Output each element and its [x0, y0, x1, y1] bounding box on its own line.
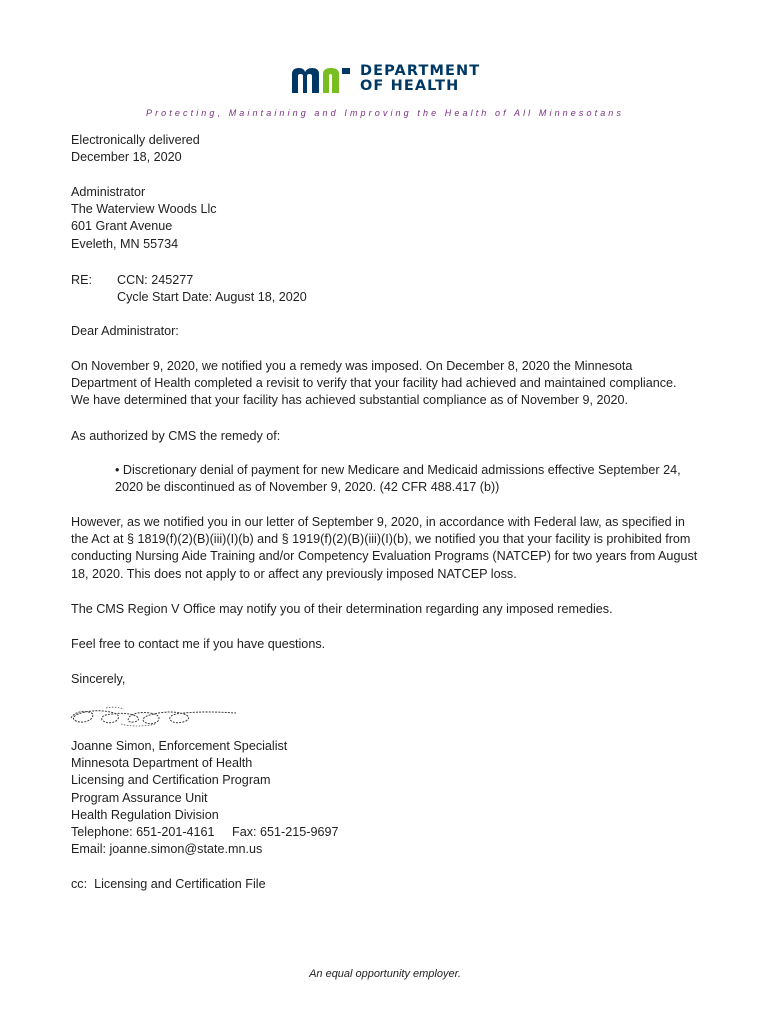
- recipient-line: 601 Grant Avenue: [71, 219, 173, 234]
- paragraph-natcep: [71, 514, 701, 583]
- paragraph-contact: Feel free to contact me if you have questions.: [71, 637, 326, 651]
- recipient-line: The Waterview Woods Llc: [71, 202, 217, 217]
- mn-logo-icon: [290, 64, 352, 94]
- signer-email: Email: joanne.simon@state.mn.us: [71, 842, 263, 857]
- paragraph-authorized: As authorized by CMS the remedy of:: [71, 429, 281, 443]
- paragraph-remedy-notice: [71, 358, 701, 410]
- paragraph-line: On November 9, 2020, we notified you a remedy was imposed. On December 8, 2020 the Minnesota: [71, 359, 633, 373]
- signer-unit: Program Assurance Unit: [71, 790, 208, 805]
- paragraph-line: We have determined that your facility has achieved substantial compliance as of November 9, 2020.: [71, 393, 628, 408]
- footer-equal-opportunity: An equal opportunity employer.: [309, 968, 461, 980]
- signer-program: Licensing and Certification Program: [71, 773, 271, 788]
- signer-division: Health Regulation Division: [71, 807, 219, 822]
- logo-text-department: DEPARTMENT: [360, 63, 481, 79]
- paragraph-line: the Act at § 1819(f)(2)(B)(iii)(I)(b) and § 1919(f)(2)(B)(iii)(I)(b), we notified you that your facility is prohibited from: [71, 532, 691, 547]
- delivery-block: [71, 132, 200, 166]
- tagline: Protecting, Maintaining and Improving the Health of All Minnesotans: [145, 108, 625, 118]
- re-lines: [117, 272, 307, 306]
- closing: Sincerely,: [71, 672, 126, 686]
- paragraph-line: conducting Nursing Aide Training and/or Competency Evaluation Programs (NATCEP) for two years from August: [71, 549, 698, 564]
- re-label: RE:: [71, 273, 92, 287]
- bullet-line: 2020 be discontinued as of November 9, 2020. (42 CFR 488.417 (b)): [115, 480, 500, 495]
- re-cycle-date: Cycle Start Date: August 18, 2020: [117, 290, 307, 305]
- handwritten-signature: [66, 702, 246, 737]
- re-ccn: CCN: 245277: [117, 273, 194, 287]
- recipient-address: [71, 184, 217, 253]
- remedy-bullet: [115, 462, 705, 496]
- mdh-logo: [290, 62, 480, 96]
- cc-line: cc: Licensing and Certification File: [71, 877, 266, 891]
- paragraph-line: 18, 2020. This does not apply to or affect any previously imposed NATCEP loss.: [71, 566, 517, 581]
- salutation: Dear Administrator:: [71, 324, 179, 338]
- letter-date: December 18, 2020: [71, 150, 182, 165]
- recipient-line: Eveleth, MN 55734: [71, 236, 179, 251]
- paragraph-line: Department of Health completed a revisit to verify that your facility had achieved and maintained compliance.: [71, 376, 677, 391]
- logo-text-of-health: OF HEALTH: [360, 78, 460, 94]
- paragraph-line: However, as we notified you in our letter of September 9, 2020, in accordance with Federal law, as specified in: [71, 515, 685, 529]
- recipient-line: Administrator: [71, 185, 146, 199]
- paragraph-cms-region: The CMS Region V Office may notify you of their determination regarding any imposed remedies.: [71, 602, 613, 616]
- bullet-line: • Discretionary denial of payment for new Medicare and Medicaid admissions effective September 24,: [115, 463, 681, 477]
- delivery-method: Electronically delivered: [71, 133, 200, 147]
- signer-block: [71, 738, 338, 858]
- signer-name: Joanne Simon, Enforcement Specialist: [71, 739, 288, 753]
- signer-org: Minnesota Department of Health: [71, 756, 253, 771]
- signer-phone-fax: Telephone: 651-201-4161 Fax: 651-215-9697: [71, 825, 339, 840]
